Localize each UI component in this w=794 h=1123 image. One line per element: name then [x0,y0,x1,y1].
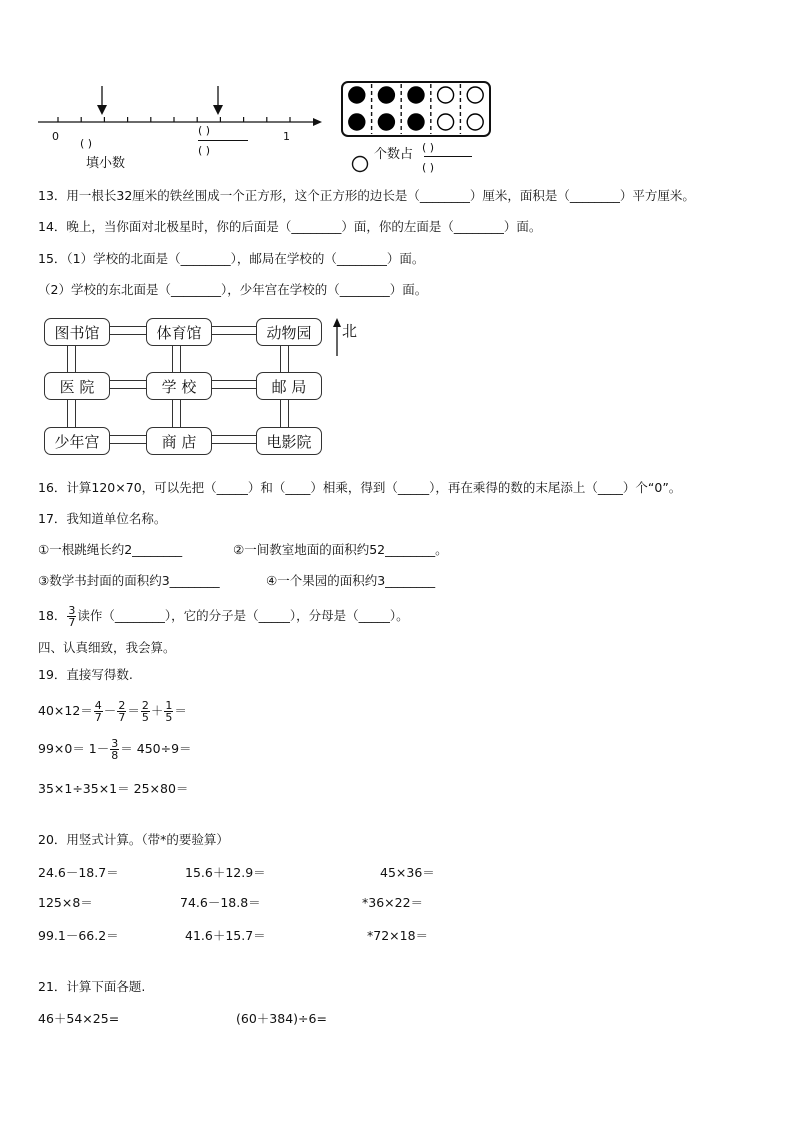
empty-dot [438,114,454,130]
empty-dot [467,87,483,103]
fraction: $\frac{3}{8}$ [111,737,119,762]
road [106,435,148,444]
empty-dot [467,114,483,130]
blank-frac-top: ( ) [198,124,211,137]
road [280,344,289,372]
dots-caption: 个数占 [374,147,414,162]
filled-dot [349,87,365,103]
q18-prefix: 18． [38,608,67,623]
question-15-part2: （2）学校的东北面是（________），少年宫在学校的（________）面。 [38,282,428,297]
road [106,380,148,389]
q20-item: 15.6＋12.9＝ [185,865,266,880]
question-14: 14．晚上，当你面对北极星时，你的后面是（________）面，你的左面是（________）面。 [38,219,542,234]
dots-svg [338,80,498,142]
place-gym: 体育馆 [146,318,212,346]
one-label: 1 [283,130,290,143]
filled-dot [378,87,394,103]
place-youth-palace: 少年宫 [44,427,110,455]
north-label: 北 [342,322,358,340]
question-15-part1: 15．（1）学校的北面是（________），邮局在学校的（________）面。 [38,251,425,266]
campus-map [44,316,384,462]
expr: ＝ 450÷9＝ [120,741,192,756]
q20-item: 74.6－18.8＝ [180,895,261,910]
place-cinema: 电影院 [256,427,322,455]
q20-item: *36×22＝ [362,895,424,910]
q19-line-2 [38,735,192,763]
section-4-heading: 四、认真细致，我会算。 [38,640,176,655]
road [208,435,260,444]
numberline-caption: 填小数 [86,156,126,171]
road [106,326,148,335]
q20-item: *72×18＝ [367,928,429,943]
q18-denominator: 7 [68,616,76,629]
place-library: 图书馆 [44,318,110,346]
q17-item-4: ④一个果园的面积约3________ [266,573,436,588]
blank-left: ( ) [80,137,93,150]
q17-item-2: ②一间教室地面的面积约52________。 [233,542,448,557]
fraction: $\frac{4}{7}$ [94,699,102,724]
expr: 99×0＝ 1－ [38,741,110,756]
place-zoo: 动物园 [256,318,322,346]
filled-dot [408,114,424,130]
road [67,344,76,372]
q18-fraction [67,605,76,628]
fraction: $\frac{2}{7}$ [118,699,126,724]
question-19: 19．直接写得数. [38,667,133,682]
road [67,399,76,427]
fraction: $\frac{2}{5}$ [141,699,149,724]
q21-item: (60＋384)÷6= [236,1011,327,1026]
question-21: 21．计算下面各题. [38,979,146,994]
dots-figure [338,80,498,180]
q18-numerator: 3 [68,604,76,617]
fraction: $\frac{1}{5}$ [165,699,173,724]
place-post-office: 邮 局 [256,372,322,400]
filled-dot [349,114,365,130]
dots-frac-num: ( ) [422,141,435,154]
frac-bar [198,140,248,141]
q20-item: 45×36＝ [380,865,435,880]
q20-item: 41.6＋15.7＝ [185,928,266,943]
q19-line-1: 40×12＝ $\frac{4}{7}$ － $\frac{2}{7}$ ＝ $\frac{2}{5}$ ＋ $\frac{1}{5}$ ＝ [38,699,187,724]
expr: 40×12＝ [38,703,93,718]
arrow-down-icon [213,105,223,115]
empty-dot [438,87,454,103]
place-school: 学 校 [146,372,212,400]
dots-frac-bar [424,156,472,157]
filled-dot [378,114,394,130]
blank-frac-bottom: ( ) [198,144,211,157]
road [208,380,260,389]
q18-text: 读作（________），它的分子是（_____），分母是（_____）。 [77,608,409,623]
place-shop: 商 店 [146,427,212,455]
circle-blank-icon [350,154,370,174]
zero-label: 0 [52,130,59,143]
filled-dot [408,87,424,103]
road [172,399,181,427]
q20-item: 24.6－18.7＝ [38,865,119,880]
road [208,326,260,335]
number-line-figure [30,80,330,180]
question-18 [38,602,409,630]
q21-item: 46＋54×25= [38,1011,120,1026]
place-hospital: 医 院 [44,372,110,400]
question-20: 20．用竖式计算。（带*的要验算） [38,832,229,847]
q17-item-1: ①一根跳绳长约2________ [38,542,183,557]
question-17: 17．我知道单位名称。 [38,511,167,526]
q20-item: 99.1－66.2＝ [38,928,119,943]
arrow-down-icon [97,105,107,115]
road [280,399,289,427]
road [172,344,181,372]
question-16: 16．计算120×70，可以先把（_____）和（____）相乘，得到（_____），再在乘得的数的末尾添上（____）个“0”。 [38,480,682,495]
q19-line-3: 35×1÷35×1＝ 25×80＝ [38,781,189,796]
q17-item-3: ③数学书封面的面积约3________ [38,573,220,588]
dots-frac-den: ( ) [422,161,435,174]
q20-item: 125×8＝ [38,895,93,910]
question-13: 13．用一根长32厘米的铁丝围成一个正方形，这个正方形的边长是（________）厘米，面积是（________）平方厘米。 [38,188,695,203]
